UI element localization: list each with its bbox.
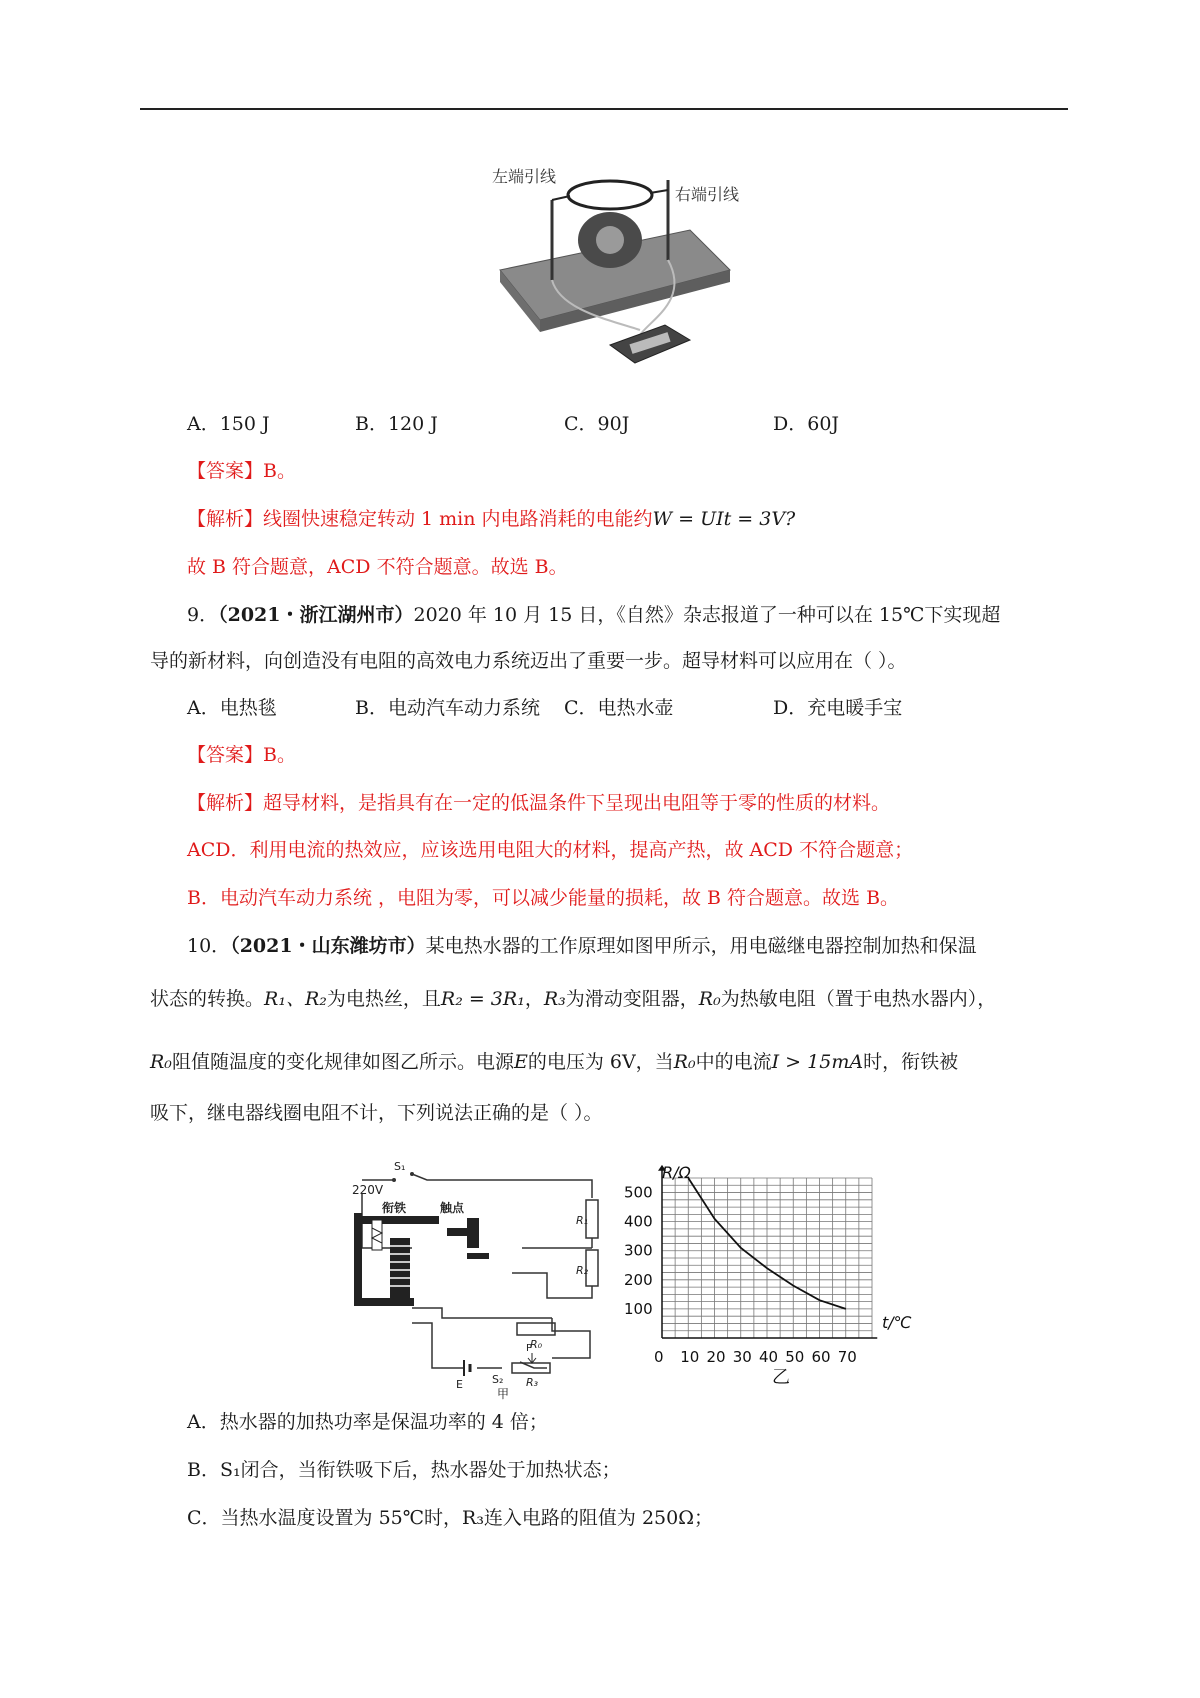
y-tick-label: 400: [624, 1212, 653, 1231]
x-tick-label: 60: [811, 1348, 831, 1366]
q10-text3d: 时，衔铁被: [863, 1051, 959, 1073]
coil: [568, 181, 652, 209]
relay-base: [354, 1298, 414, 1306]
q8-analysis-text: 【解析】线圈快速稳定转动 1 min 内电路消耗的电能约: [187, 508, 653, 530]
x-tick-label: 20: [706, 1348, 726, 1366]
coil-apparatus-figure: [490, 160, 740, 385]
q10-text3b: 的电压为 6V，当: [527, 1051, 674, 1073]
q9-text1: 2020 年 10 月 15 日，《自然》杂志报道了一种可以在 15℃下实现超: [413, 604, 1001, 626]
magnet-hole: [596, 226, 624, 254]
x-tick-label: 10: [680, 1348, 700, 1366]
r1-r2-junction: [522, 1238, 592, 1248]
q10-stem-line2: [150, 985, 996, 1013]
q10-text1: 某电热水器的工作原理如图甲所示，用电磁继电器控制加热和保温: [425, 935, 977, 957]
relay-frame-post: [354, 1213, 362, 1303]
q10-text3a: 阻值随温度的变化规律如图乙所示。电源: [171, 1051, 514, 1073]
q10-formula2: I > 15mA: [771, 1051, 864, 1073]
q8-option-d: D．60J: [773, 413, 840, 435]
q10-number: 10．: [187, 935, 231, 957]
x-tick-label: 0: [654, 1348, 664, 1366]
right-lead: [650, 190, 668, 193]
q8-analysis: [187, 505, 795, 533]
left-lead-label: 左端引线: [492, 167, 557, 186]
q10-text2d: 为滑动变阻器，: [565, 988, 699, 1010]
chart-x-label: t/℃: [882, 1313, 912, 1332]
q10-option-c: C．当热水温度设置为 55℃时，R₃连入电路的阻值为 250Ω；: [187, 1507, 713, 1529]
header-rule: [140, 108, 1068, 110]
q8-formula: W = UIt = 3V?: [652, 508, 796, 530]
q8-option-c: C．90J: [564, 413, 630, 435]
x-tick-label: 70: [837, 1348, 857, 1366]
q10-text3c: 中的电流: [695, 1051, 772, 1073]
q8-conclusion: 故 B 符合题意，ACD 不符合题意。故选 B。: [187, 556, 568, 578]
q9-analysis-b: B．电动汽车动力系统 ，电阻为零，可以减少能量的损耗，故 B 符合题意。故选 B。: [187, 887, 900, 909]
control-wire: [412, 1308, 590, 1358]
q8-answer: 【答案】B。: [187, 460, 296, 482]
q10-text2b: 为电热丝，且: [326, 988, 441, 1010]
chart-y-label: R/Ω: [662, 1163, 691, 1182]
y-tick-label: 200: [624, 1270, 653, 1289]
x-tick-label: 30: [732, 1348, 752, 1366]
top-wire: [362, 1174, 592, 1198]
q9-stem-line1: [187, 601, 1000, 629]
q10-option-b: B．S₁闭合，当衔铁吸下后，热水器处于加热状态；: [187, 1459, 621, 1481]
q9-source: （2021・浙江湖州市）: [218, 604, 414, 626]
q9-number: 9．: [187, 604, 219, 626]
q8-option-b: B．120 J: [355, 413, 438, 435]
q10-text2a: 状态的转换。: [150, 988, 265, 1010]
q9-analysis: 【解析】超导材料，是指具有在一定的低温条件下呈现出电阻等于零的性质的材料。: [187, 792, 891, 814]
r3-label: R₃: [526, 1376, 539, 1389]
p-label: P: [526, 1343, 533, 1354]
resistance-temperature-chart: [622, 1158, 922, 1390]
x-tick-label: 40: [759, 1348, 779, 1366]
contact-label: 触点: [440, 1201, 465, 1215]
s1-label: S₁: [394, 1160, 406, 1173]
q9-option-a: A．电热毯: [187, 697, 277, 719]
electromagnet-core: [390, 1238, 410, 1298]
r1-label: R₁: [576, 1214, 589, 1227]
r0-resistor: [517, 1323, 555, 1335]
armature-label: 衔铁: [382, 1201, 407, 1215]
y-tick-label: 300: [624, 1241, 653, 1260]
q9-stem-line2: 导的新材料，向创造没有电阻的高效电力系统迈出了重要一步。超导材料可以应用在（ ）。: [150, 650, 907, 672]
q10-formula1: R₂ = 3R₁: [440, 988, 525, 1010]
r0-label: R₀: [530, 1338, 543, 1351]
q10-r1r2: R₁、R₂: [264, 988, 327, 1010]
e-label: E: [456, 1378, 463, 1391]
q9-answer: 【答案】B。: [187, 744, 296, 766]
s1-pivot: [410, 1172, 414, 1176]
chart-grid: [662, 1178, 872, 1338]
right-lead-label: 右端引线: [675, 185, 740, 204]
q10-e: E: [513, 1051, 528, 1073]
q10-source: （2021・山东潍坊市）: [230, 935, 426, 957]
r2-label: R₂: [576, 1264, 589, 1277]
p-slider: [528, 1353, 536, 1363]
q10-stem-line4: 吸下，继电器线圈电阻不计，下列说法正确的是（ ）。: [150, 1102, 603, 1124]
q9-option-b: B．电动汽车动力系统: [355, 697, 540, 719]
battery-wire: [412, 1323, 464, 1368]
contact-post: [467, 1218, 479, 1248]
q10-r0-3: R₀: [673, 1051, 696, 1073]
y-tick-label: 100: [624, 1299, 653, 1318]
v220-label: 220V: [352, 1183, 384, 1197]
s1-contact: [392, 1178, 396, 1182]
armature-bar: [354, 1216, 439, 1224]
s2-label: S₂: [492, 1373, 504, 1386]
chart-caption: 乙: [772, 1367, 790, 1388]
q9-analysis-acd: ACD．利用电流的热效应，应该选用电阻大的材料，提高产热，故 ACD 不符合题意；: [187, 839, 914, 861]
q10-text2c: ，: [524, 988, 544, 1010]
contact-lower: [467, 1253, 489, 1259]
q10-text2e: 为热敏电阻（置于电热水器内），: [720, 988, 997, 1010]
y-tick-label: 500: [624, 1183, 653, 1202]
q10-stem-line3: [150, 1048, 958, 1076]
q10-stem-line1: [187, 932, 977, 960]
q8-option-a: A．150 J: [187, 413, 270, 435]
q10-r0-2: R₀: [150, 1051, 172, 1073]
q10-r3: R₃: [543, 988, 566, 1010]
circuit-diagram: [352, 1158, 592, 1401]
q10-r0: R₀: [698, 988, 721, 1010]
q10-option-a: A．热水器的加热功率是保温功率的 4 倍；: [187, 1411, 548, 1433]
x-tick-label: 50: [785, 1348, 805, 1366]
q9-option-d: D．充电暖手宝: [773, 697, 903, 719]
q9-option-c: C．电热水壶: [564, 697, 674, 719]
circuit-caption: 甲: [497, 1387, 510, 1401]
